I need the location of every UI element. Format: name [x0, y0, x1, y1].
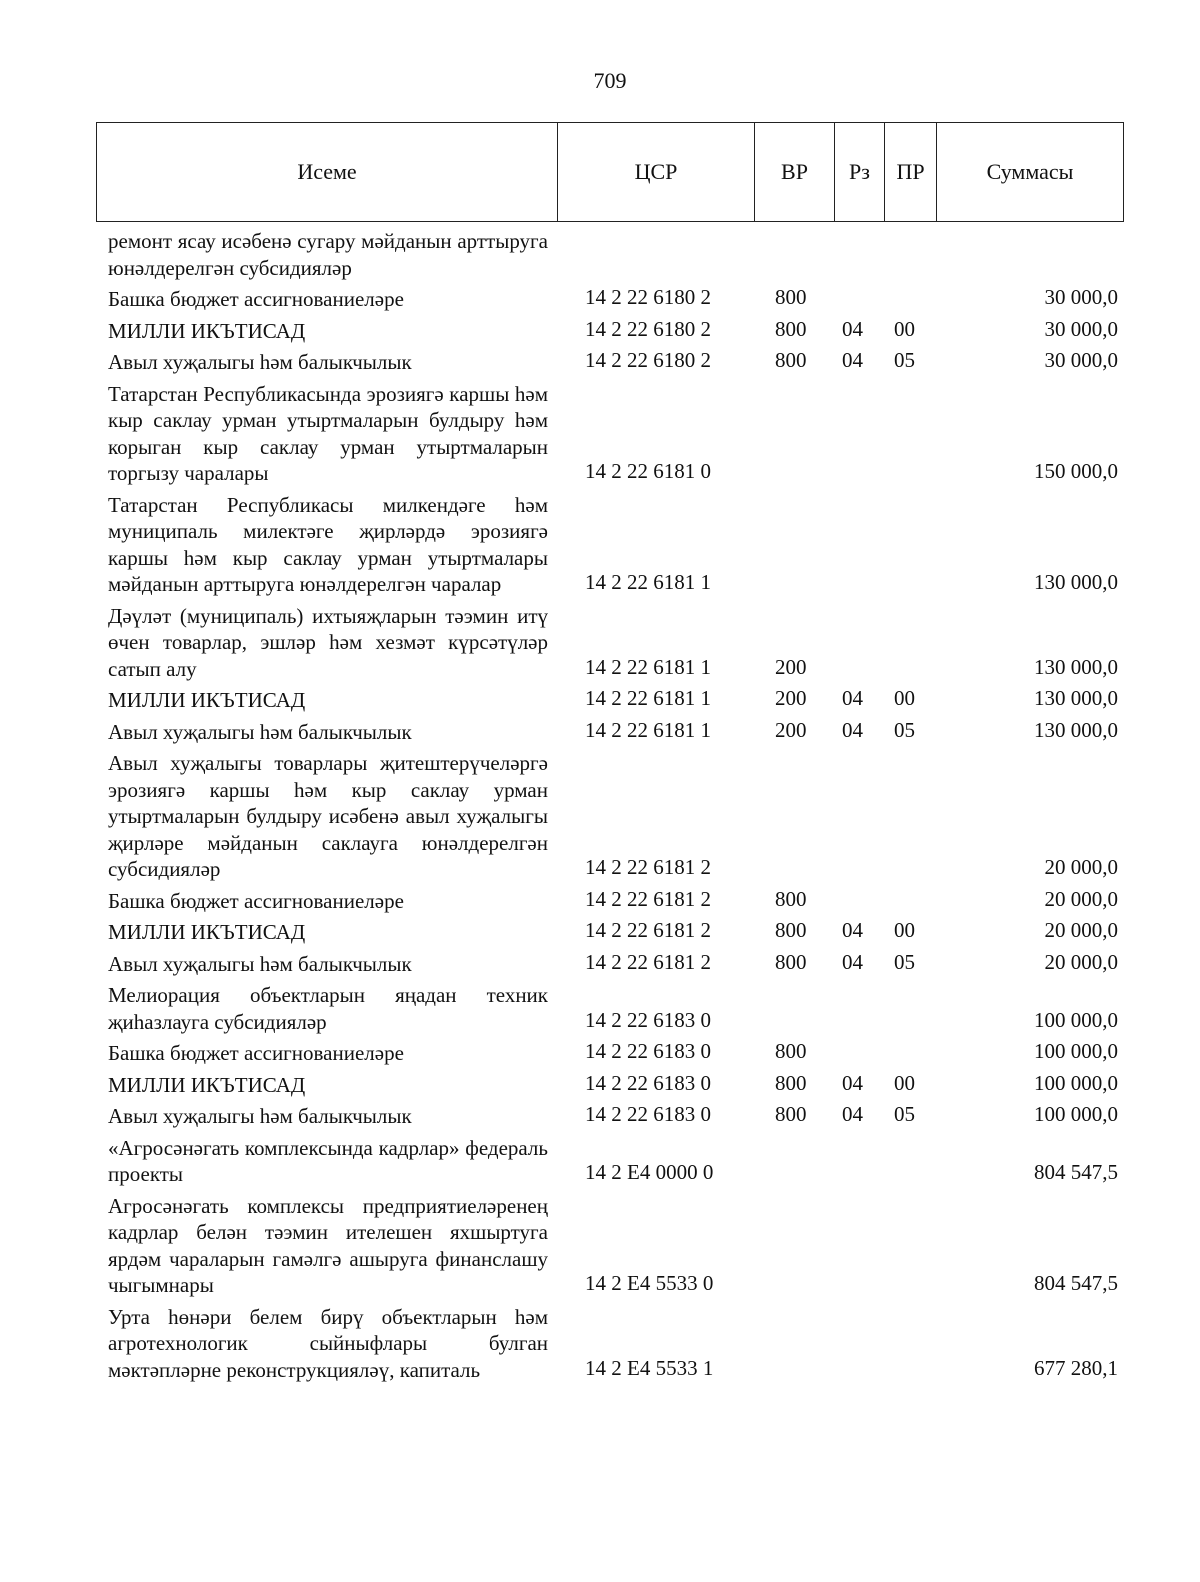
- row-vr: 200: [775, 654, 807, 679]
- row-rz: 04: [842, 717, 863, 742]
- row-csr: 14 2 22 6181 0: [585, 459, 711, 483]
- header-pr: ПР: [885, 123, 937, 221]
- row-sum: 100 000,0: [1034, 1070, 1118, 1095]
- row-rz: 04: [842, 918, 863, 942]
- row-csr: 14 2 22 6181 1: [585, 686, 711, 710]
- row-rz: 04: [842, 949, 863, 974]
- row-sum: 130 000,0: [1034, 654, 1118, 679]
- row-rz: 04: [842, 348, 863, 372]
- row-pr: 05: [894, 717, 915, 742]
- row-csr: 14 2 22 6181 1: [585, 717, 711, 742]
- table-row: [0, 492, 1200, 603]
- row-sum: 100 000,0: [1034, 1007, 1118, 1032]
- row-name: Башка бюджет ассигнованиеләре: [108, 287, 404, 311]
- table-row: [0, 1193, 1200, 1304]
- row-sum: 130 000,0: [1034, 717, 1118, 742]
- table-row: [0, 888, 1200, 920]
- table-row: [0, 1040, 1200, 1072]
- row-name: «Агросәнәгать комплексында кадрлар» федераль проекты: [108, 1135, 548, 1186]
- table-row: [0, 318, 1200, 350]
- row-csr: 14 2 22 6180 2: [585, 316, 711, 341]
- row-csr: 14 2 22 6183 0: [585, 1070, 711, 1095]
- row-vr: 800: [775, 1039, 807, 1063]
- table-row: [0, 719, 1200, 751]
- row-name: Авыл хуҗалыгы һәм балыкчылык: [108, 719, 412, 744]
- table-row: [0, 1072, 1200, 1104]
- row-name: Урта һөнәри белем бирү объектларын һәм агротехнологик сыйныфлары булган мәктәпләрне реконструкцияләү, капиталь: [108, 1304, 548, 1382]
- row-vr: 800: [775, 316, 807, 341]
- table-row: [0, 919, 1200, 951]
- row-vr: 800: [775, 1102, 807, 1126]
- row-pr: 05: [894, 348, 915, 372]
- row-sum: 20 000,0: [1044, 918, 1118, 942]
- row-vr: 200: [775, 686, 807, 710]
- row-name: Башка бюджет ассигнованиеләре: [108, 888, 404, 913]
- row-name: МИЛЛИ ИКЪТИСАД: [108, 318, 306, 343]
- row-vr: 800: [775, 1070, 807, 1095]
- header-name: Исеме: [97, 123, 558, 221]
- row-pr: 00: [894, 686, 915, 710]
- row-rz: 04: [842, 1070, 863, 1095]
- header-sum: Суммасы: [986, 159, 1074, 184]
- row-sum: 677 280,1: [1034, 1355, 1118, 1380]
- row-csr: 14 2 22 6181 2: [585, 918, 711, 942]
- row-rz: 04: [842, 686, 863, 710]
- row-pr: 05: [894, 949, 915, 974]
- row-csr: 14 2 22 6181 2: [585, 949, 711, 974]
- row-sum: 30 000,0: [1044, 348, 1118, 372]
- table-row: [0, 286, 1200, 318]
- row-name: МИЛЛИ ИКЪТИСАД: [108, 688, 306, 712]
- row-sum: 804 547,5: [1034, 1160, 1118, 1184]
- row-csr: 14 2 22 6181 1: [585, 654, 711, 679]
- row-name: Дәүләт (муниципаль) ихтыяҗларын тәэмин итү өчен товарлар, эшләр һәм хезмәт күрсәтүләр сатып алу: [108, 603, 548, 681]
- row-pr: 05: [894, 1102, 915, 1126]
- table-row: [0, 750, 1200, 888]
- row-pr: 00: [894, 918, 915, 942]
- row-sum: 20 000,0: [1044, 855, 1118, 879]
- table-row: [0, 1304, 1200, 1389]
- row-sum: 100 000,0: [1034, 1039, 1118, 1063]
- row-sum: 100 000,0: [1034, 1102, 1118, 1126]
- row-csr: 14 2 Е4 0000 0: [585, 1160, 714, 1184]
- row-csr: 14 2 Е4 5533 0: [585, 1271, 714, 1295]
- table-row: [0, 228, 1200, 286]
- page-number: 709: [593, 68, 627, 93]
- row-csr: 14 2 22 6181 2: [585, 855, 711, 879]
- row-name: ремонт ясау исәбенә сугару мәйданын арттыруга юнәлдерелгән субсидияләр: [108, 229, 548, 280]
- table-row: [0, 982, 1200, 1040]
- row-name: Татарстан Республикасында эрозиягә каршы һәм кыр саклау урман утыртмаларын булдыру һәм корыган кыр саклау урман утыртмаларын торгызу чаралары: [108, 381, 548, 485]
- row-sum: 30 000,0: [1044, 316, 1118, 341]
- row-sum: 30 000,0: [1044, 285, 1118, 309]
- row-vr: 800: [775, 285, 807, 309]
- table-header: [96, 122, 1124, 222]
- row-sum: 20 000,0: [1044, 886, 1118, 911]
- row-sum: 130 000,0: [1034, 570, 1118, 594]
- row-csr: 14 2 22 6180 2: [585, 285, 711, 309]
- table-body: [0, 228, 1200, 1388]
- row-csr: 14 2 22 6181 1: [585, 570, 711, 594]
- row-name: Авыл хуҗалыгы товарлары җитештерүчеләргә эрозиягә каршы һәм кыр саклау урман утыртмаларын булдыру исәбенә авыл хуҗалыгы җирләре мәйданын саклауга юнәлдерелгән субсидияләр: [108, 751, 548, 881]
- row-vr: 800: [775, 949, 807, 974]
- row-name: Башка бюджет ассигнованиеләре: [108, 1041, 404, 1065]
- header-rz: Рз: [835, 123, 885, 221]
- row-pr: 00: [894, 316, 915, 341]
- row-csr: 14 2 22 6183 0: [585, 1102, 711, 1126]
- row-name: МИЛЛИ ИКЪТИСАД: [108, 1072, 306, 1097]
- row-pr: 00: [894, 1070, 915, 1095]
- row-vr: 800: [775, 348, 807, 372]
- table-row: [0, 381, 1200, 492]
- row-csr: 14 2 22 6180 2: [585, 348, 711, 372]
- row-name: Авыл хуҗалыгы һәм балыкчылык: [108, 350, 412, 374]
- row-csr: 14 2 Е4 5533 1: [585, 1355, 714, 1380]
- header-vr: ВР: [755, 123, 835, 221]
- table-row: [0, 951, 1200, 983]
- row-name: Татарстан Республикасы милкендәге һәм муниципаль милектәге җирләрдә эрозиягә каршы һәм кыр саклау урман утыртмалары мәйданын арттыруга юнәлдерелгән чаралар: [108, 492, 548, 596]
- row-sum: 150 000,0: [1034, 459, 1118, 483]
- row-rz: 04: [842, 316, 863, 341]
- row-vr: 800: [775, 918, 807, 942]
- row-vr: 200: [775, 717, 807, 742]
- table-row: [0, 1135, 1200, 1193]
- table-row: [0, 687, 1200, 719]
- table-row: [0, 1103, 1200, 1135]
- table-row: [0, 603, 1200, 688]
- row-sum: 804 547,5: [1034, 1271, 1118, 1295]
- table-row: [0, 349, 1200, 381]
- row-name: Агросәнәгать комплексы предприятиеләренең кадрлар белән тәэмин ителешен яхшыртуга ярдәм чараларын гамәлгә ашыруга финанслашу чыгымнары: [108, 1193, 548, 1297]
- row-name: Авыл хуҗалыгы һәм балыкчылык: [108, 951, 412, 976]
- row-csr: 14 2 22 6181 2: [585, 886, 711, 911]
- row-name: Мелиорация объектларын яңадан техник җиһазлауга субсидияләр: [108, 983, 548, 1034]
- header-csr: ЦСР: [558, 123, 755, 221]
- row-rz: 04: [842, 1102, 863, 1126]
- row-vr: 800: [775, 886, 807, 911]
- row-sum: 20 000,0: [1044, 949, 1118, 974]
- row-name: МИЛЛИ ИКЪТИСАД: [108, 920, 306, 944]
- row-sum: 130 000,0: [1034, 686, 1118, 710]
- row-name: Авыл хуҗалыгы һәм балыкчылык: [108, 1104, 412, 1128]
- row-csr: 14 2 22 6183 0: [585, 1007, 711, 1032]
- row-csr: 14 2 22 6183 0: [585, 1039, 711, 1063]
